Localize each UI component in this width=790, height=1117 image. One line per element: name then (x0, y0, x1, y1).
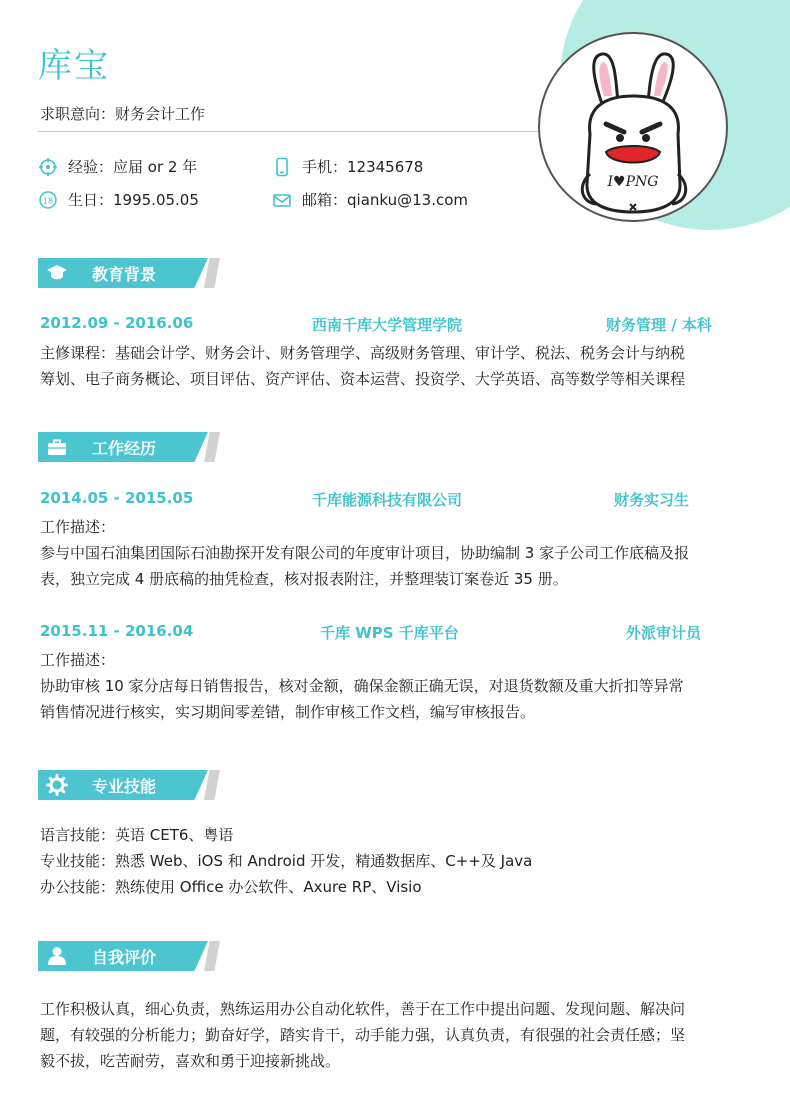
phone-icon (272, 157, 292, 177)
person-icon (46, 945, 68, 967)
education-school: 西南千库大学管理学院 (312, 316, 463, 334)
age-badge-icon (38, 190, 58, 210)
work-row (40, 489, 740, 511)
self-line: 题，有较强的分析能力；勤奋好学，踏实肯干，动手能力强，认真负责，有很强的社会责任感；坚 (40, 1026, 686, 1044)
work-role: 财务实习生 (614, 491, 690, 509)
self-line: 工作积极认真，细心负责，熟练运用办公自动化软件，善于在工作中提出问题、发现问题、解决问 (40, 1000, 686, 1018)
birthday-text: 生日：1995.05.05 (68, 191, 199, 209)
work-description (40, 647, 740, 725)
education-date: 2012.09 - 2016.06 (40, 314, 194, 332)
candidate-name: 库宝 (38, 46, 110, 86)
work-desc-label: 工作描述： (40, 651, 116, 669)
info-email (272, 189, 468, 210)
work-desc-label: 工作描述： (40, 518, 116, 536)
work-description (40, 514, 740, 592)
education-major: 财务管理 / 本科 (606, 316, 712, 334)
avatar (538, 32, 728, 222)
info-birthday (38, 189, 199, 210)
experience-text: 经验：应届 or 2 年 (68, 158, 198, 176)
skills-list (40, 822, 740, 900)
section-title: 教育背景 (92, 265, 157, 284)
section-self-header (38, 941, 220, 971)
info-experience (38, 156, 197, 177)
work-company: 千库能源科技有限公司 (312, 491, 463, 509)
education-row (40, 314, 740, 336)
mail-icon (272, 190, 292, 210)
courses-line: 主修课程：基础会计学、财务会计、财务管理学、高级财务管理、审计学、税法、税务会计与纳税 (40, 344, 686, 362)
job-intent: 求职意向：财务会计工作 (40, 105, 206, 123)
bunny-avatar-illustration (540, 34, 726, 220)
work-date: 2014.05 - 2015.05 (40, 489, 194, 507)
work-role: 外派审计员 (626, 624, 702, 642)
self-evaluation-text (40, 996, 740, 1074)
section-skills-header (38, 770, 220, 800)
info-phone (272, 156, 423, 177)
avatar-caption: I♥PNG (607, 174, 659, 190)
courses-line: 筹划、电子商务概论、项目评估、资产评估、资本运营、投资学、大学英语、高等数学等相关课程 (40, 370, 686, 388)
work-desc-line: 协助审核 10 家分店每日销售报告，核对金额，确保金额正确无误，对退货数额及重大折扣等异常 (40, 677, 684, 695)
skill-line: 语言技能：英语 CET6、粤语 (40, 826, 234, 844)
section-title: 专业技能 (92, 777, 157, 796)
skill-line: 专业技能：熟悉 Web、iOS 和 Android 开发，精通数据库、C++及 Java (40, 852, 533, 870)
work-date: 2015.11 - 2016.04 (40, 622, 194, 640)
skill-line: 办公技能：熟练使用 Office 办公软件、Axure RP、Visio (40, 878, 422, 896)
gear-icon (46, 774, 68, 796)
section-title: 自我评价 (92, 948, 157, 967)
graduation-cap-icon (46, 262, 68, 284)
work-company: 千库 WPS 千库平台 (320, 624, 459, 642)
header-divider (38, 131, 538, 132)
crosshair-icon (38, 157, 58, 177)
section-work-header (38, 432, 220, 462)
work-desc-line: 参与中国石油集团国际石油勘探开发有限公司的年度审计项目，协助编制 3 家子公司工作底稿及报 (40, 544, 690, 562)
self-line: 毅不拔，吃苦耐劳，喜欢和勇于迎接新挑战。 (40, 1052, 341, 1070)
section-title: 工作经历 (92, 439, 157, 458)
education-courses (40, 340, 740, 392)
section-education-header (38, 258, 220, 288)
svg-text:18: 18 (42, 196, 54, 205)
phone-text: 手机：12345678 (302, 158, 424, 176)
work-desc-line: 表，独立完成 4 册底稿的抽凭检查，核对报表附注，并整理装订案卷近 35 册。 (40, 570, 568, 588)
work-desc-line: 销售情况进行核实，实习期间零差错，制作审核工作文档，编写审核报告。 (40, 703, 536, 721)
briefcase-icon (46, 436, 68, 458)
email-text: 邮箱：qianku@13.com (302, 191, 469, 209)
work-row (40, 622, 740, 644)
